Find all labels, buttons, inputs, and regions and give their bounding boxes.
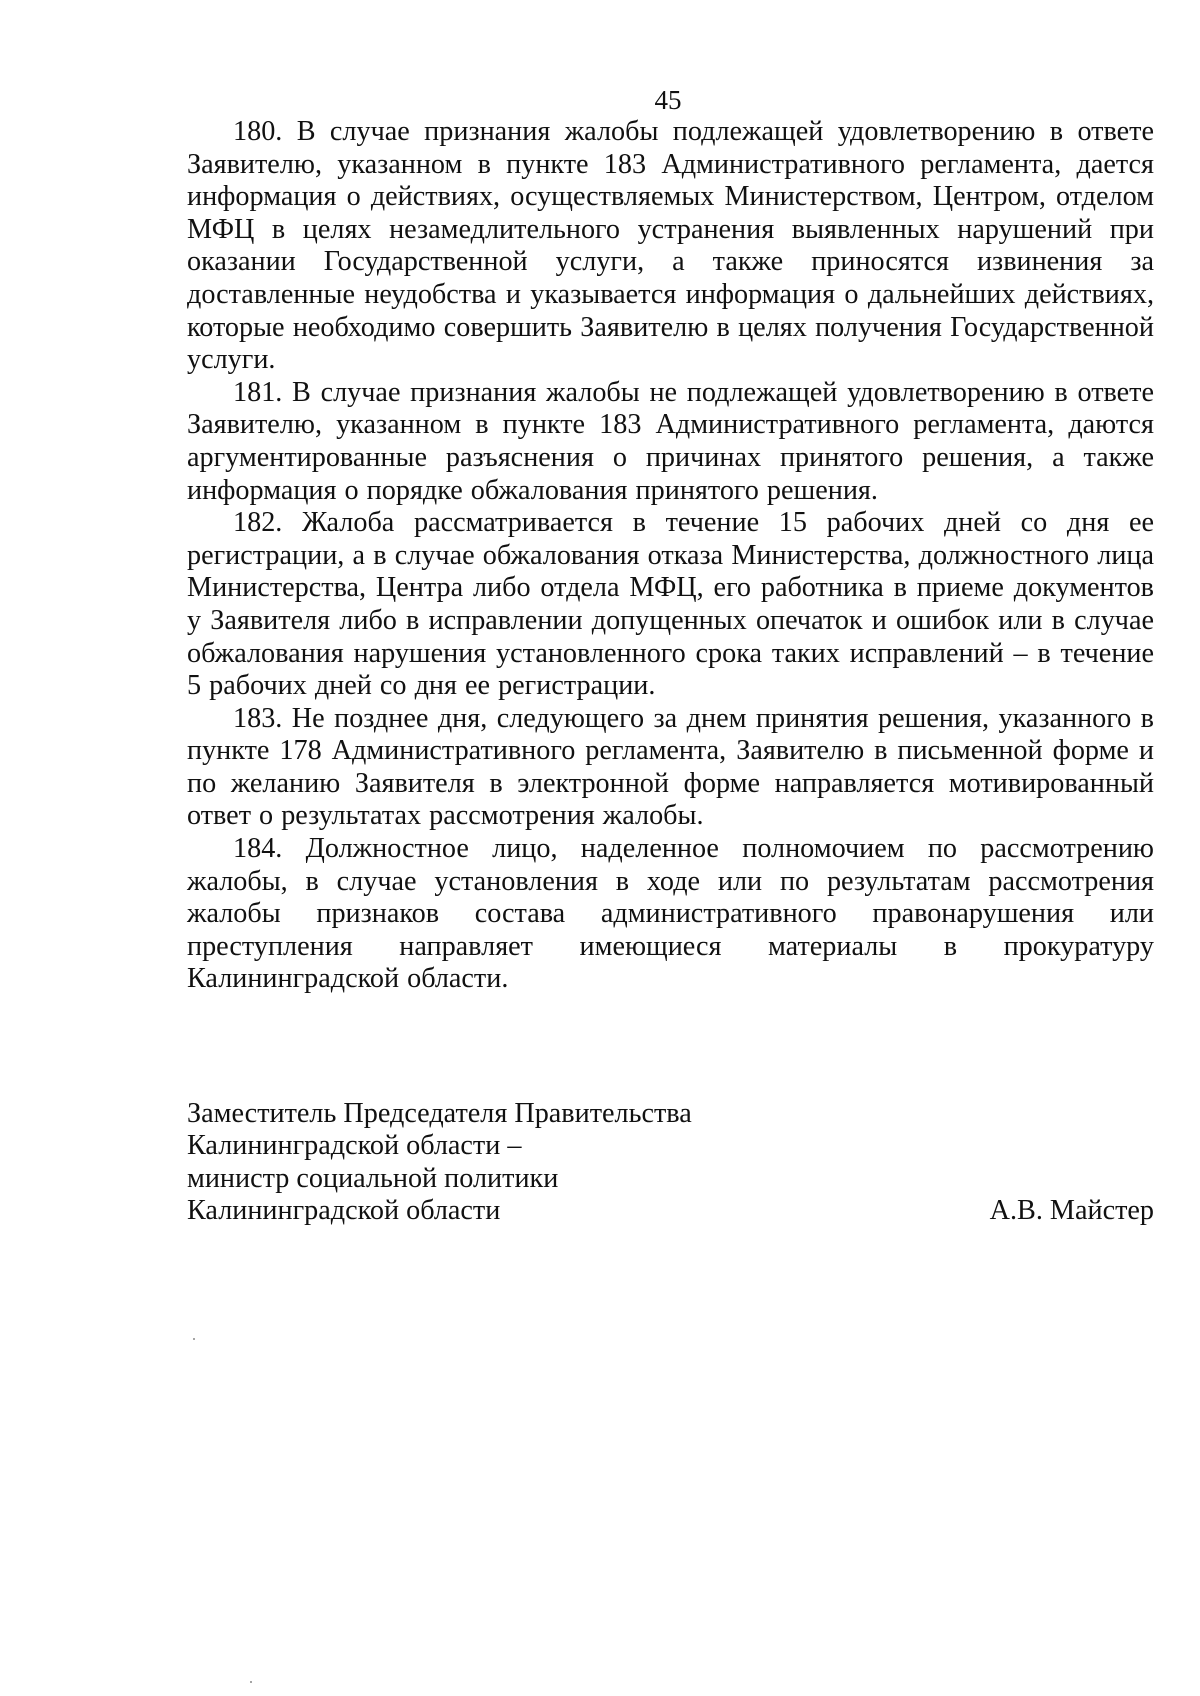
signer-name: А.В. Майстер xyxy=(989,1195,1154,1227)
paragraph-182: 182. Жалоба рассматривается в течение 15 рабочих дней со дня ее регистрации, а в случае обжалования отказа Министерства, должностного лица Министерства, Центра либо отдела МФЦ, его работника в приеме документов у Заявителя либо в исправлении допущенных опечаток и ошибок или в случае обжалования нарушения установленного срока таких исправлений – в течение 5 рабочих дней со дня ее регистрации. xyxy=(187,507,1154,702)
signer-position-line-3: министр социальной политики xyxy=(187,1162,559,1194)
signer-position-line-2: Калининградской области – xyxy=(187,1130,522,1162)
paragraph-181: 181. В случае признания жалобы не подлежащей удовлетворению в ответе Заявителю, указанном в пункте 183 Административного регламента, даются аргументированные разъяснения о причинах принятого решения, а также информация о порядке обжалования принятого решения. xyxy=(187,376,1154,506)
paragraph-180: 180. В случае признания жалобы подлежащей удовлетворению в ответе Заявителю, указанном в пункте 183 Административного регламента, дается информация о действиях, осуществляемых Министерством, Центром, отделом МФЦ в целях незамедлительного устранения выявленных нарушений при оказании Государственной услуги, а также приносятся извинения за доставленные неудобства и указывается информация о дальнейших действиях, которые необходимо совершить Заявителю в целях получения Государственной услуги. xyxy=(187,116,1154,376)
scan-speck xyxy=(250,1681,252,1683)
scan-speck xyxy=(193,1338,195,1340)
signer-position-line-4: Калининградской области xyxy=(187,1195,501,1227)
document-body xyxy=(187,116,1154,996)
signature-block xyxy=(187,1098,1154,1228)
page-number: 45 xyxy=(654,85,682,115)
signer-position-line-1: Заместитель Председателя Правительства xyxy=(187,1098,692,1129)
paragraph-183: 183. Не позднее дня, следующего за днем принятия решения, указанного в пункте 178 Административного регламента, Заявителю в письменной форме и по желанию Заявителя в электронной форме направляется мотивированный ответ о результатах рассмотрения жалобы. xyxy=(187,702,1154,832)
paragraph-184: 184. Должностное лицо, наделенное полномочием по рассмотрению жалобы, в случае установления в ходе или по результатам рассмотрения жалобы признаков состава административного правонарушения или преступления направляет имеющиеся материалы в прокуратуру Калининградской области. xyxy=(187,833,1154,995)
